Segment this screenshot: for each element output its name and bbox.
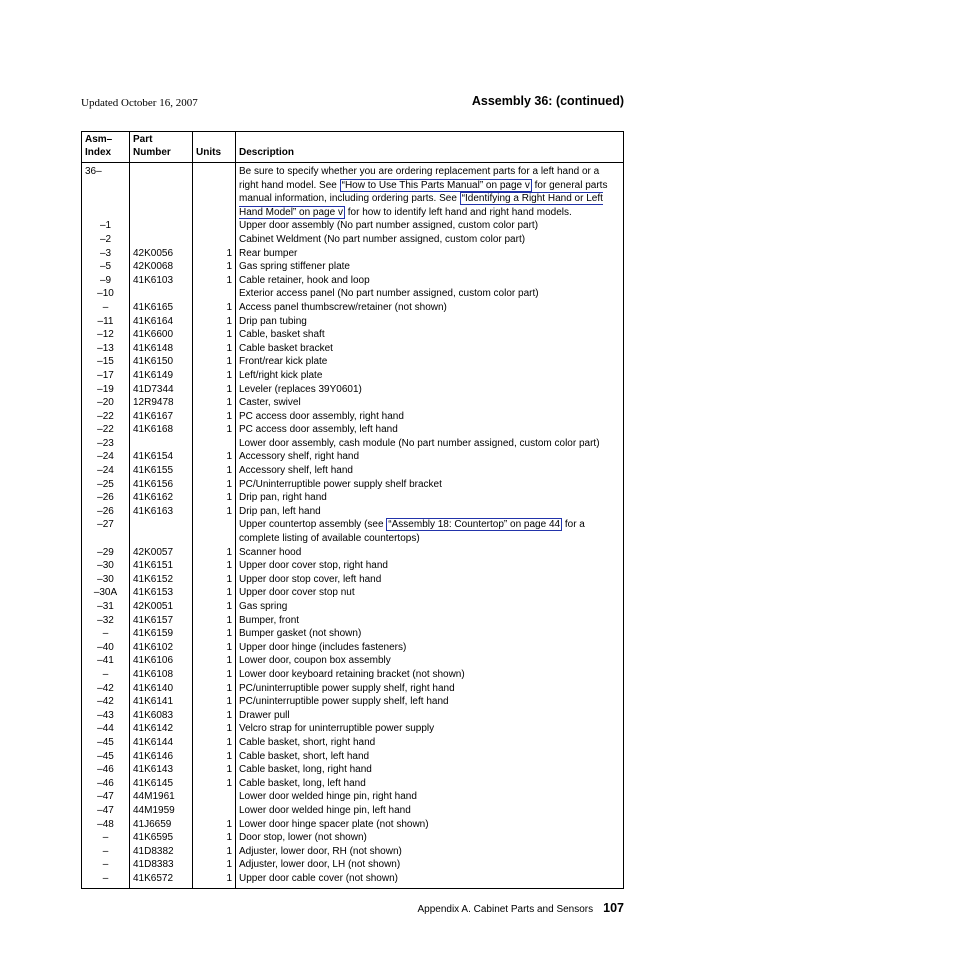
cell-part: 41K6140 <box>130 682 193 696</box>
cell-description: Upper door hinge (includes fasteners) <box>236 641 624 655</box>
cell-part: 12R9478 <box>130 396 193 410</box>
table-row-intro <box>82 163 624 220</box>
cell-description: Lower door welded hinge pin, right hand <box>236 790 624 804</box>
cell-description: PC/Uninterruptible power supply shelf bracket <box>236 478 624 492</box>
cell-part: 41K6156 <box>130 478 193 492</box>
table-row <box>82 546 624 560</box>
table-row <box>82 600 624 614</box>
table-row <box>82 858 624 872</box>
table-row <box>82 709 624 723</box>
cell-description: PC/uninterruptible power supply shelf, right hand <box>236 682 624 696</box>
cell-part: 41K6108 <box>130 668 193 682</box>
cell-units: 1 <box>193 450 236 464</box>
assembly-title: Assembly 36: (continued) <box>471 94 624 108</box>
cell-description: Cable retainer, hook and loop <box>236 274 624 288</box>
link-identify-hand-model[interactable]: “Identifying a Right Hand or Left Hand Model” on page v <box>239 193 603 218</box>
cell-units: 1 <box>193 274 236 288</box>
cell-description: Bumper gasket (not shown) <box>236 627 624 641</box>
cell-units: 1 <box>193 600 236 614</box>
cell-description: Door stop, lower (not shown) <box>236 831 624 845</box>
cell-part: 41D8383 <box>130 858 193 872</box>
cell-part <box>130 163 193 220</box>
cell-part: 41K6153 <box>130 586 193 600</box>
cell-part: 42K0068 <box>130 260 193 274</box>
cell-part <box>130 518 193 545</box>
cell-part: 41K6102 <box>130 641 193 655</box>
cell-units: 1 <box>193 695 236 709</box>
cell-units: 1 <box>193 818 236 832</box>
parts-table <box>81 131 624 889</box>
cell-index: – <box>82 845 130 859</box>
cell-part: 41K6155 <box>130 464 193 478</box>
cell-part: 41K6162 <box>130 491 193 505</box>
cell-units: 1 <box>193 586 236 600</box>
cell-part: 42K0057 <box>130 546 193 560</box>
cell-units: 1 <box>193 301 236 315</box>
cell-index: –41 <box>82 654 130 668</box>
table-row <box>82 328 624 342</box>
cell-index: –45 <box>82 736 130 750</box>
table-row <box>82 219 624 233</box>
table-row <box>82 695 624 709</box>
cell-description: Upper door cover stop nut <box>236 586 624 600</box>
cell-units: 1 <box>193 505 236 519</box>
cell-description: Upper door cable cover (not shown) <box>236 872 624 889</box>
table-row <box>82 369 624 383</box>
table-row <box>82 410 624 424</box>
cell-part: 41K6165 <box>130 301 193 315</box>
table-row <box>82 831 624 845</box>
cell-part: 41D8382 <box>130 845 193 859</box>
table-row <box>82 654 624 668</box>
header-description: Description <box>236 132 624 163</box>
cell-units: 1 <box>193 614 236 628</box>
cell-part: 42K0051 <box>130 600 193 614</box>
cell-index: –29 <box>82 546 130 560</box>
cell-units: 1 <box>193 369 236 383</box>
cell-part: 41K6146 <box>130 750 193 764</box>
table-row <box>82 423 624 437</box>
cell-part: 41K6600 <box>130 328 193 342</box>
footer-section: Appendix A. Cabinet Parts and Sensors <box>417 904 594 915</box>
cell-index: –9 <box>82 274 130 288</box>
table-row <box>82 614 624 628</box>
cell-description: Lower door welded hinge pin, left hand <box>236 804 624 818</box>
cell-units: 1 <box>193 423 236 437</box>
cell-part: 41K6572 <box>130 872 193 889</box>
cell-index: 36– <box>82 163 130 220</box>
cell-description: Rear bumper <box>236 247 624 261</box>
cell-index: –27 <box>82 518 130 545</box>
cell-units: 1 <box>193 750 236 764</box>
cell-description: Access panel thumbscrew/retainer (not shown) <box>236 301 624 315</box>
table-row <box>82 315 624 329</box>
cell-units <box>193 163 236 220</box>
cell-units: 1 <box>193 342 236 356</box>
cell-index: – <box>82 831 130 845</box>
table-row <box>82 573 624 587</box>
cell-index: –47 <box>82 790 130 804</box>
table-row <box>82 845 624 859</box>
cell-index: –30A <box>82 586 130 600</box>
cell-description: Left/right kick plate <box>236 369 624 383</box>
cell-units: 1 <box>193 763 236 777</box>
cell-description: Cable basket, short, right hand <box>236 736 624 750</box>
cell-part: 41K6083 <box>130 709 193 723</box>
cell-units <box>193 437 236 451</box>
cell-part: 41K6152 <box>130 573 193 587</box>
cell-description: Lower door hinge spacer plate (not shown) <box>236 818 624 832</box>
cell-description: Accessory shelf, left hand <box>236 464 624 478</box>
cell-part: 41D7344 <box>130 383 193 397</box>
cell-part <box>130 287 193 301</box>
cell-description: Lower door keyboard retaining bracket (not shown) <box>236 668 624 682</box>
cell-index: –12 <box>82 328 130 342</box>
cell-index: –1 <box>82 219 130 233</box>
table-row <box>82 722 624 736</box>
cell-index: –19 <box>82 383 130 397</box>
cell-description: Be sure to specify whether you are ordering replacement parts for a left hand or a right hand model. See “How to Use This Parts Manual” on page v for general parts manual information, including ordering parts. See “Identifying a Right Hand or Left Hand Model” on page v for how to identify left hand and right hand models. <box>236 163 624 220</box>
cell-part: 41K6151 <box>130 559 193 573</box>
cell-part: 41K6167 <box>130 410 193 424</box>
cell-units: 1 <box>193 396 236 410</box>
cell-index: –46 <box>82 777 130 791</box>
cell-description: Gas spring <box>236 600 624 614</box>
cell-description: PC access door assembly, right hand <box>236 410 624 424</box>
cell-part: 41K6157 <box>130 614 193 628</box>
cell-units: 1 <box>193 858 236 872</box>
table-row <box>82 464 624 478</box>
cell-description: Cable, basket shaft <box>236 328 624 342</box>
cell-index: –22 <box>82 410 130 424</box>
table-row <box>82 559 624 573</box>
cell-index: –42 <box>82 682 130 696</box>
page-number: 107 <box>603 901 624 915</box>
cell-index: – <box>82 668 130 682</box>
cell-units: 1 <box>193 722 236 736</box>
cell-description: Cable basket bracket <box>236 342 624 356</box>
table-header-row <box>82 132 624 163</box>
table-row <box>82 682 624 696</box>
link-assembly-18-countertop[interactable]: “Assembly 18: Countertop” on page 44 <box>388 519 561 531</box>
cell-description: Drip pan, right hand <box>236 491 624 505</box>
table-row <box>82 437 624 451</box>
cell-index: –48 <box>82 818 130 832</box>
table-row <box>82 777 624 791</box>
cell-part: 41K6154 <box>130 450 193 464</box>
cell-index: –11 <box>82 315 130 329</box>
cell-description: Upper door stop cover, left hand <box>236 573 624 587</box>
cell-index: – <box>82 627 130 641</box>
cell-part <box>130 233 193 247</box>
cell-index: –3 <box>82 247 130 261</box>
cell-part: 41K6159 <box>130 627 193 641</box>
cell-part: 44M1961 <box>130 790 193 804</box>
cell-index: –25 <box>82 478 130 492</box>
cell-index: –46 <box>82 763 130 777</box>
cell-index: –22 <box>82 423 130 437</box>
cell-index: –32 <box>82 614 130 628</box>
header-part-number: Part Number <box>130 132 193 163</box>
cell-units: 1 <box>193 478 236 492</box>
cell-units <box>193 804 236 818</box>
table-row <box>82 287 624 301</box>
cell-part: 44M1959 <box>130 804 193 818</box>
cell-part: 41K6106 <box>130 654 193 668</box>
table-row <box>82 396 624 410</box>
header-asm-index: Asm– Index <box>82 132 130 163</box>
cell-units: 1 <box>193 709 236 723</box>
cell-units: 1 <box>193 831 236 845</box>
cell-description: Scanner hood <box>236 546 624 560</box>
page-footer <box>417 901 624 915</box>
cell-description: Drip pan, left hand <box>236 505 624 519</box>
cell-description: Front/rear kick plate <box>236 355 624 369</box>
cell-description: Cable basket, short, left hand <box>236 750 624 764</box>
cell-part: 42K0056 <box>130 247 193 261</box>
cell-index: – <box>82 858 130 872</box>
cell-description: Upper countertop assembly (see “Assembly 18: Countertop” on page 44 for a complete listing of available countertops) <box>236 518 624 545</box>
table-row <box>82 383 624 397</box>
cell-index: –20 <box>82 396 130 410</box>
table-row <box>82 790 624 804</box>
cell-units: 1 <box>193 355 236 369</box>
cell-units: 1 <box>193 777 236 791</box>
cell-index: –24 <box>82 464 130 478</box>
cell-description: Exterior access panel (No part number assigned, custom color part) <box>236 287 624 301</box>
cell-index: –15 <box>82 355 130 369</box>
table-row <box>82 260 624 274</box>
cell-part: 41K6164 <box>130 315 193 329</box>
cell-units: 1 <box>193 546 236 560</box>
table-row <box>82 247 624 261</box>
table-row <box>82 450 624 464</box>
cell-units: 1 <box>193 872 236 889</box>
cell-description: Leveler (replaces 39Y0601) <box>236 383 624 397</box>
cell-part: 41K6141 <box>130 695 193 709</box>
table-row <box>82 491 624 505</box>
cell-units: 1 <box>193 328 236 342</box>
table-row <box>82 872 624 889</box>
table-row <box>82 301 624 315</box>
cell-description: Velcro strap for uninterruptible power supply <box>236 722 624 736</box>
cell-units: 1 <box>193 627 236 641</box>
cell-units: 1 <box>193 736 236 750</box>
cell-units: 1 <box>193 315 236 329</box>
cell-units: 1 <box>193 845 236 859</box>
cell-units: 1 <box>193 641 236 655</box>
table-row <box>82 763 624 777</box>
table-row <box>82 518 624 545</box>
cell-units <box>193 518 236 545</box>
cell-units: 1 <box>193 654 236 668</box>
cell-part: 41K6143 <box>130 763 193 777</box>
table-row <box>82 750 624 764</box>
cell-part: 41K6145 <box>130 777 193 791</box>
cell-description: Bumper, front <box>236 614 624 628</box>
cell-description: Drawer pull <box>236 709 624 723</box>
cell-description: Drip pan tubing <box>236 315 624 329</box>
table-row <box>82 355 624 369</box>
cell-units: 1 <box>193 410 236 424</box>
header-units: Units <box>193 132 236 163</box>
cell-part: 41K6149 <box>130 369 193 383</box>
cell-units <box>193 219 236 233</box>
cell-description: Accessory shelf, right hand <box>236 450 624 464</box>
cell-index: –26 <box>82 491 130 505</box>
cell-part: 41K6103 <box>130 274 193 288</box>
cell-index: – <box>82 872 130 889</box>
cell-units: 1 <box>193 491 236 505</box>
cell-units <box>193 287 236 301</box>
cell-index: –45 <box>82 750 130 764</box>
cell-units: 1 <box>193 573 236 587</box>
cell-index: –2 <box>82 233 130 247</box>
table-row <box>82 505 624 519</box>
cell-units <box>193 233 236 247</box>
cell-index: –47 <box>82 804 130 818</box>
cell-index: –13 <box>82 342 130 356</box>
cell-part: 41J6659 <box>130 818 193 832</box>
cell-part: 41K6144 <box>130 736 193 750</box>
cell-description: Lower door assembly, cash module (No part number assigned, custom color part) <box>236 437 624 451</box>
cell-units: 1 <box>193 383 236 397</box>
cell-index: –23 <box>82 437 130 451</box>
cell-description: Cable basket, long, left hand <box>236 777 624 791</box>
cell-description: Upper door cover stop, right hand <box>236 559 624 573</box>
cell-units <box>193 790 236 804</box>
cell-description: Adjuster, lower door, LH (not shown) <box>236 858 624 872</box>
table-row <box>82 342 624 356</box>
cell-description: Caster, swivel <box>236 396 624 410</box>
table-row <box>82 668 624 682</box>
cell-units: 1 <box>193 247 236 261</box>
cell-index: – <box>82 301 130 315</box>
cell-description: Cabinet Weldment (No part number assigned, custom color part) <box>236 233 624 247</box>
cell-units: 1 <box>193 260 236 274</box>
link-how-to-use-manual[interactable]: “How to Use This Parts Manual” on page v <box>341 179 530 191</box>
cell-index: –26 <box>82 505 130 519</box>
table-row <box>82 233 624 247</box>
cell-part <box>130 437 193 451</box>
cell-description: Cable basket, long, right hand <box>236 763 624 777</box>
cell-units: 1 <box>193 559 236 573</box>
table-row <box>82 818 624 832</box>
cell-units: 1 <box>193 464 236 478</box>
cell-description: PC access door assembly, left hand <box>236 423 624 437</box>
cell-part: 41K6168 <box>130 423 193 437</box>
table-row <box>82 478 624 492</box>
cell-part: 41K6595 <box>130 831 193 845</box>
cell-units: 1 <box>193 668 236 682</box>
updated-date: Updated October 16, 2007 <box>81 97 198 109</box>
cell-units: 1 <box>193 682 236 696</box>
cell-index: –43 <box>82 709 130 723</box>
cell-index: –44 <box>82 722 130 736</box>
cell-part <box>130 219 193 233</box>
table-body <box>82 163 624 889</box>
table-row <box>82 736 624 750</box>
table-row <box>82 804 624 818</box>
cell-part: 41K6163 <box>130 505 193 519</box>
cell-part: 41K6150 <box>130 355 193 369</box>
cell-index: –30 <box>82 573 130 587</box>
cell-index: –17 <box>82 369 130 383</box>
cell-part: 41K6148 <box>130 342 193 356</box>
table-row <box>82 586 624 600</box>
cell-part: 41K6142 <box>130 722 193 736</box>
cell-index: –24 <box>82 450 130 464</box>
cell-index: –10 <box>82 287 130 301</box>
cell-description: Lower door, coupon box assembly <box>236 654 624 668</box>
cell-index: –31 <box>82 600 130 614</box>
cell-index: –40 <box>82 641 130 655</box>
table-row <box>82 627 624 641</box>
cell-description: Gas spring stiffener plate <box>236 260 624 274</box>
cell-description: Adjuster, lower door, RH (not shown) <box>236 845 624 859</box>
table-row <box>82 274 624 288</box>
cell-index: –5 <box>82 260 130 274</box>
cell-index: –42 <box>82 695 130 709</box>
cell-description: PC/uninterruptible power supply shelf, left hand <box>236 695 624 709</box>
table-row <box>82 641 624 655</box>
cell-description: Upper door assembly (No part number assigned, custom color part) <box>236 219 624 233</box>
cell-index: –30 <box>82 559 130 573</box>
